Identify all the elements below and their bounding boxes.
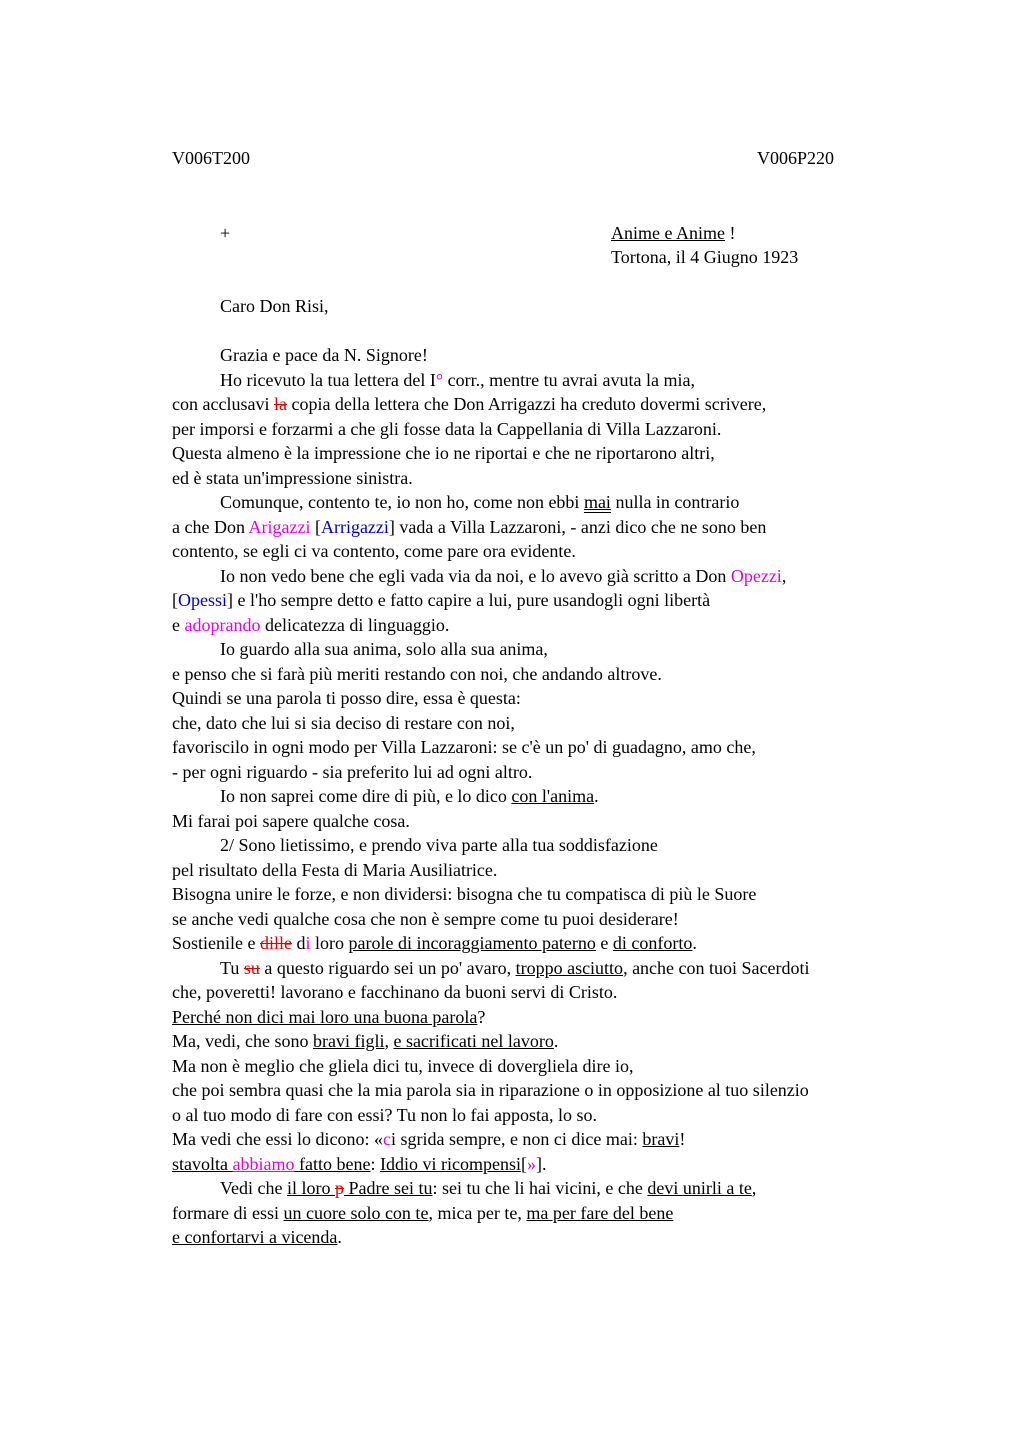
text-line xyxy=(172,760,932,785)
line-text: e xyxy=(595,933,613,953)
styled-text: un cuore solo con te xyxy=(283,1202,429,1223)
styled-text: Arigazzi xyxy=(248,516,311,537)
line-text: . xyxy=(594,786,599,806)
text-line xyxy=(172,637,932,662)
text-line xyxy=(172,882,932,907)
styled-text: fatto bene xyxy=(294,1153,371,1174)
styled-text: mai xyxy=(583,492,611,512)
text-line xyxy=(172,564,932,589)
line-text: , xyxy=(781,565,787,586)
styled-text: di conforto xyxy=(612,933,693,953)
text-line xyxy=(172,1152,932,1177)
line-text: ]. xyxy=(535,1153,547,1174)
line-text: Ma non è meglio che gliela dici tu, invece di dovergliela dire io, xyxy=(172,1055,634,1076)
styled-text: Perché non dici mai loro una buona parola xyxy=(172,1006,478,1027)
styled-text: p xyxy=(334,1178,344,1198)
text-line xyxy=(172,711,932,736)
line-text: ed è stata un'impressione sinistra. xyxy=(172,467,413,488)
motto-text: Anime e Anime xyxy=(611,223,725,243)
line-text: . xyxy=(692,933,697,953)
styled-text: devi unirli a te xyxy=(647,1178,752,1198)
line-text: delicatezza di linguaggio. xyxy=(260,614,450,635)
line-text: nulla in contrario xyxy=(610,492,740,512)
styled-text: Iddio vi ricompensi xyxy=(379,1153,521,1174)
line-text: . xyxy=(553,1031,559,1051)
text-line xyxy=(172,368,932,393)
styled-text: Opessi xyxy=(178,590,227,610)
text-line xyxy=(172,1176,932,1201)
motto-excl: ! xyxy=(724,223,736,243)
line-text: o al tuo modo di fare con essi? Tu non lo fai apposta, lo so. xyxy=(172,1104,597,1125)
styled-text: su xyxy=(243,957,260,978)
line-text: loro xyxy=(310,933,349,953)
line-text: Io non saprei come dire di più, e lo dico xyxy=(220,786,512,806)
line-text: formare di essi xyxy=(172,1202,284,1223)
styled-text: ma per fare del bene xyxy=(526,1202,674,1223)
line-text: , xyxy=(751,1178,757,1198)
text-line xyxy=(172,686,932,711)
line-text: ! xyxy=(679,1129,686,1149)
line-text: - per ogni riguardo - sia preferito lui ad ogni altro. xyxy=(172,761,533,782)
line-text: Io non vedo bene che egli vada via da noi, e lo avevo già scritto a Don xyxy=(220,565,731,586)
styled-text: e confortarvi a vicenda xyxy=(172,1227,338,1247)
styled-text: i xyxy=(305,933,311,953)
line-text: a che Don xyxy=(172,516,249,537)
text-line xyxy=(172,907,932,932)
line-text: contento, se egli ci va contento, come pare ora evidente. xyxy=(172,541,576,561)
text-line xyxy=(172,1225,932,1250)
line-text: che poi sembra quasi che la mia parola sia in riparazione o in opposizione al tuo silenzio xyxy=(172,1080,809,1100)
styled-text: ° xyxy=(435,369,444,390)
styled-text: adoprando xyxy=(184,614,261,635)
line-text: e xyxy=(172,614,185,635)
line-text: Grazia e pace da N. Signore! xyxy=(220,345,428,365)
line-text: e penso che si farà più meriti restando con noi, che andando altrove. xyxy=(172,663,662,684)
line-text: 2/ Sono lietissimo, e prendo viva parte alla tua soddisfazione xyxy=(220,835,658,855)
styled-text: bravi figli xyxy=(312,1031,385,1051)
line-text: Questa almeno è la impressione che io ne riportai e che ne riportarono altri, xyxy=(172,443,715,463)
styled-text: parole di incoraggiamento paterno xyxy=(348,933,596,953)
line-text: , mica per te, xyxy=(428,1202,527,1223)
text-line xyxy=(172,539,932,564)
line-text: i sgrida sempre, e non ci dice mai: xyxy=(390,1129,643,1149)
line-text: Sostienile e xyxy=(172,933,260,953)
styled-text: Opezzi xyxy=(730,565,782,586)
header-left-code: V006T200 xyxy=(172,148,250,168)
line-text: corr., mentre tu avrai avuta la mia, xyxy=(443,369,696,390)
text-line xyxy=(172,735,932,760)
text-line xyxy=(172,392,932,417)
line-text: a questo riguardo sei un po' avaro, xyxy=(259,957,516,978)
text-line xyxy=(172,1054,932,1079)
cross-mark: + xyxy=(220,223,231,243)
text-line xyxy=(172,784,932,809)
styled-text: con l'anima xyxy=(511,786,595,806)
styled-text: stavolta xyxy=(172,1153,233,1174)
line-text: . xyxy=(337,1227,342,1247)
line-text: che, poveretti! lavorano e facchinano da buoni servi di Cristo. xyxy=(172,982,618,1002)
line-text: Mi farai poi sapere qualche cosa. xyxy=(172,810,410,831)
text-line xyxy=(172,490,932,515)
text-line xyxy=(172,833,932,858)
text-line xyxy=(172,931,932,956)
line-text: d xyxy=(292,933,306,953)
line-text: Quindi se una parola ti posso dire, essa è questa: xyxy=(172,688,521,708)
styled-text: c xyxy=(382,1129,391,1149)
styled-text: bravi xyxy=(642,1129,680,1149)
line-text: , anche con tuoi Sacerdoti xyxy=(623,957,810,978)
text-line xyxy=(172,1078,932,1103)
text-line xyxy=(172,662,932,687)
text-line xyxy=(172,956,932,981)
line-text: Tu xyxy=(220,957,244,978)
text-line xyxy=(172,515,932,540)
line-text: Vedi che xyxy=(220,1178,287,1198)
salutation: Caro Don Risi, xyxy=(220,296,329,316)
text-line xyxy=(172,613,932,638)
header-right-code: V006P220 xyxy=(757,148,835,168)
text-line xyxy=(172,588,932,613)
styled-text: dille xyxy=(260,933,292,953)
styled-text: Arrigazzi xyxy=(320,516,389,537)
line-text: Ma vedi che essi lo dicono: « xyxy=(172,1129,383,1149)
line-text: copia della lettera che Don Arrigazzi ha creduto dovermi scrivere, xyxy=(286,394,767,414)
line-text: [ xyxy=(172,590,178,610)
text-line xyxy=(172,343,932,368)
motto xyxy=(611,221,735,245)
text-line xyxy=(172,417,932,442)
line-text: : sei tu che li hai vicini, e che xyxy=(432,1178,648,1198)
line-text: [ xyxy=(310,516,321,537)
styled-text: abbiamo xyxy=(232,1153,295,1174)
line-text: : xyxy=(370,1153,380,1174)
text-line xyxy=(172,1005,932,1030)
line-text: favoriscilo in ogni modo per Villa Lazzaroni: se c'è un po' di guadagno, amo che, xyxy=(172,737,756,757)
text-line xyxy=(172,441,932,466)
text-line xyxy=(172,466,932,491)
styled-text: la xyxy=(273,394,287,414)
styled-text: troppo asciutto xyxy=(515,957,624,978)
line-text: se anche vedi qualche cosa che non è sempre come tu puoi desiderare! xyxy=(172,908,679,929)
text-line xyxy=(172,858,932,883)
text-line xyxy=(172,980,932,1005)
text-line xyxy=(172,1127,932,1152)
text-line xyxy=(172,1029,932,1054)
styled-text: » xyxy=(526,1153,536,1174)
line-text: ] vada a Villa Lazzaroni, - anzi dico che ne sono ben xyxy=(388,516,767,537)
line-text: Comunque, contento te, io non ho, come non ebbi xyxy=(220,492,584,512)
letter-body xyxy=(172,343,932,1250)
text-line xyxy=(172,1103,932,1128)
line-text: Ma, vedi, che sono xyxy=(172,1031,313,1051)
text-line xyxy=(172,809,932,834)
line-text: ? xyxy=(477,1006,486,1027)
line-text: Bisogna unire le forze, e non dividersi: bisogna che tu compatisca di più le Suore xyxy=(172,884,757,904)
line-text: che, dato che lui si sia deciso di restare con noi, xyxy=(172,712,515,733)
styled-text: e sacrificati nel lavoro xyxy=(393,1031,554,1051)
styled-text: il loro xyxy=(286,1178,335,1198)
line-text: Ho ricevuto la tua lettera del I xyxy=(220,369,436,390)
line-text: per imporsi e forzarmi a che gli fosse data la Cappellania di Villa Lazzaroni. xyxy=(172,418,722,439)
place-date: Tortona, il 4 Giugno 1923 xyxy=(611,247,799,267)
line-text: ] e l'ho sempre detto e fatto capire a lui, pure usandogli ogni libertà xyxy=(227,590,711,610)
line-text: con acclusavi xyxy=(172,394,274,414)
text-line xyxy=(172,1201,932,1226)
line-text: Io guardo alla sua anima, solo alla sua anima, xyxy=(220,639,548,659)
line-text: pel risultato della Festa di Maria Ausiliatrice. xyxy=(172,859,498,880)
line-text: , xyxy=(384,1031,394,1051)
styled-text: Padre sei tu xyxy=(343,1178,433,1198)
line-text: [ xyxy=(520,1153,527,1174)
